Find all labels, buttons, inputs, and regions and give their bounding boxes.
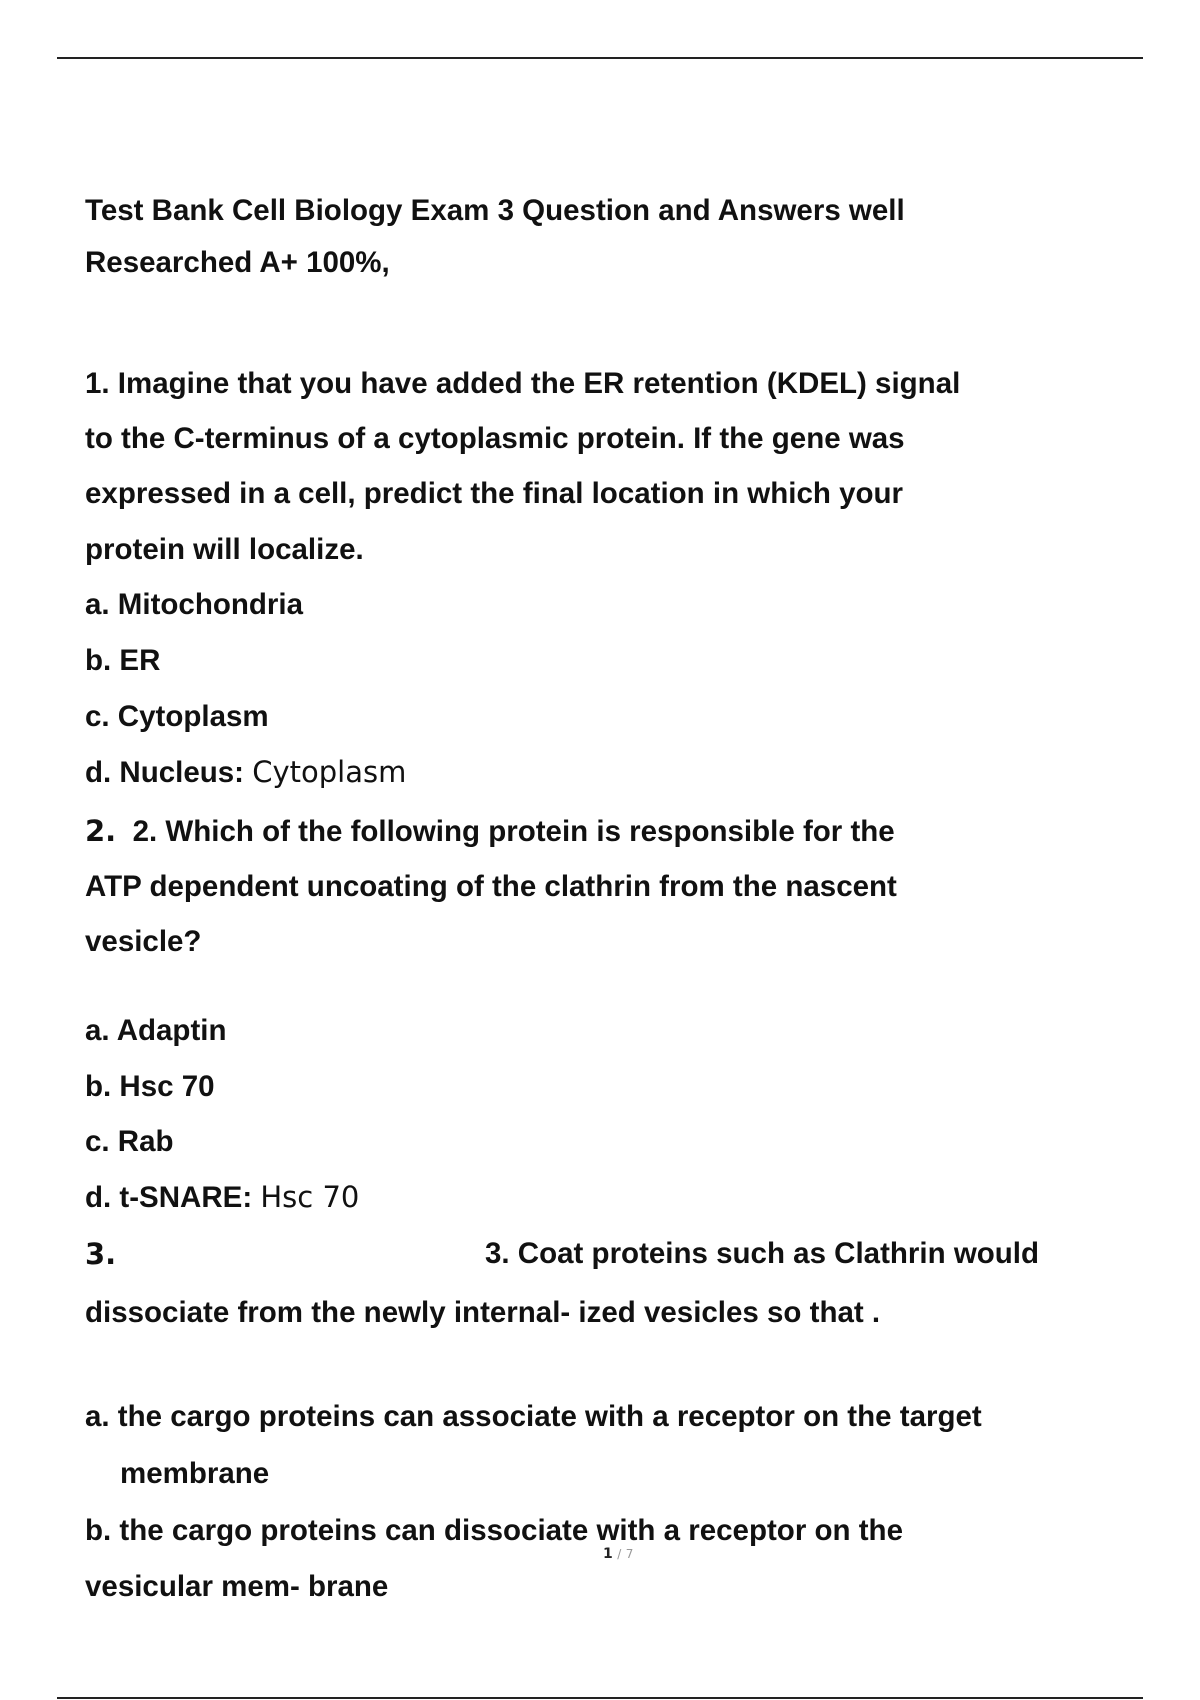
question-2-option-d-line: [85, 1180, 359, 1215]
question-3-first-line: [85, 1237, 116, 1272]
question-3-stem-line: dissociate from the newly internal- ized vesicles so that .: [85, 1296, 881, 1329]
question-2-stem-line: vesicle?: [85, 925, 202, 958]
question-1-option-b: b. ER: [85, 644, 161, 677]
top-rule: [57, 57, 1143, 59]
question-3-option-a-continued: membrane: [120, 1457, 270, 1490]
page-indicator: [603, 1546, 633, 1562]
question-3-number: 3.: [85, 1237, 117, 1271]
question-3-option-b: b. the cargo proteins can dissociate with a receptor on the: [85, 1514, 903, 1547]
question-1-stem-line: protein will localize.: [85, 533, 364, 566]
question-2-stem-line: ATP dependent uncoating of the clathrin from the nascent: [85, 870, 897, 903]
document-title-line-1: Test Bank Cell Biology Exam 3 Question and Answers well: [85, 194, 905, 227]
total-page-count: 7: [625, 1547, 634, 1561]
question-2-option-b: b. Hsc 70: [85, 1070, 215, 1103]
document-title-line-2: Researched A+ 100%,: [85, 246, 390, 279]
question-2-first-line: [85, 814, 895, 849]
current-page-number: 1: [603, 1546, 613, 1562]
question-1-answer: Cytoplasm: [252, 755, 407, 789]
question-1-stem-line: 1. Imagine that you have added the ER retention (KDEL) signal: [85, 367, 961, 400]
question-1-stem-line: expressed in a cell, predict the final location in which your: [85, 477, 904, 510]
question-3-stem-line: 3. Coat proteins such as Clathrin would: [485, 1237, 1040, 1270]
question-1-option-a: a. Mitochondria: [85, 588, 303, 621]
question-2-number: 2.: [85, 814, 117, 848]
question-3-option-a: a. the cargo proteins can associate with a receptor on the target: [85, 1400, 982, 1433]
bottom-rule: [57, 1697, 1143, 1699]
question-1-option-d: d. Nucleus:: [85, 756, 244, 789]
question-1-stem-line: to the C-terminus of a cytoplasmic protein. If the gene was: [85, 422, 905, 455]
question-2-answer: Hsc 70: [260, 1180, 360, 1214]
question-1-option-d-line: [85, 755, 406, 790]
page-separator: /: [617, 1547, 622, 1561]
question-1-option-c: c. Cytoplasm: [85, 700, 269, 733]
question-2-option-d: d. t-SNARE:: [85, 1181, 253, 1214]
question-2-option-c: c. Rab: [85, 1125, 174, 1158]
question-2-stem-line: 2. Which of the following protein is responsible for the: [132, 815, 895, 848]
question-3-option-b-continued: vesicular mem- brane: [85, 1570, 389, 1603]
question-2-option-a: a. Adaptin: [85, 1014, 227, 1047]
